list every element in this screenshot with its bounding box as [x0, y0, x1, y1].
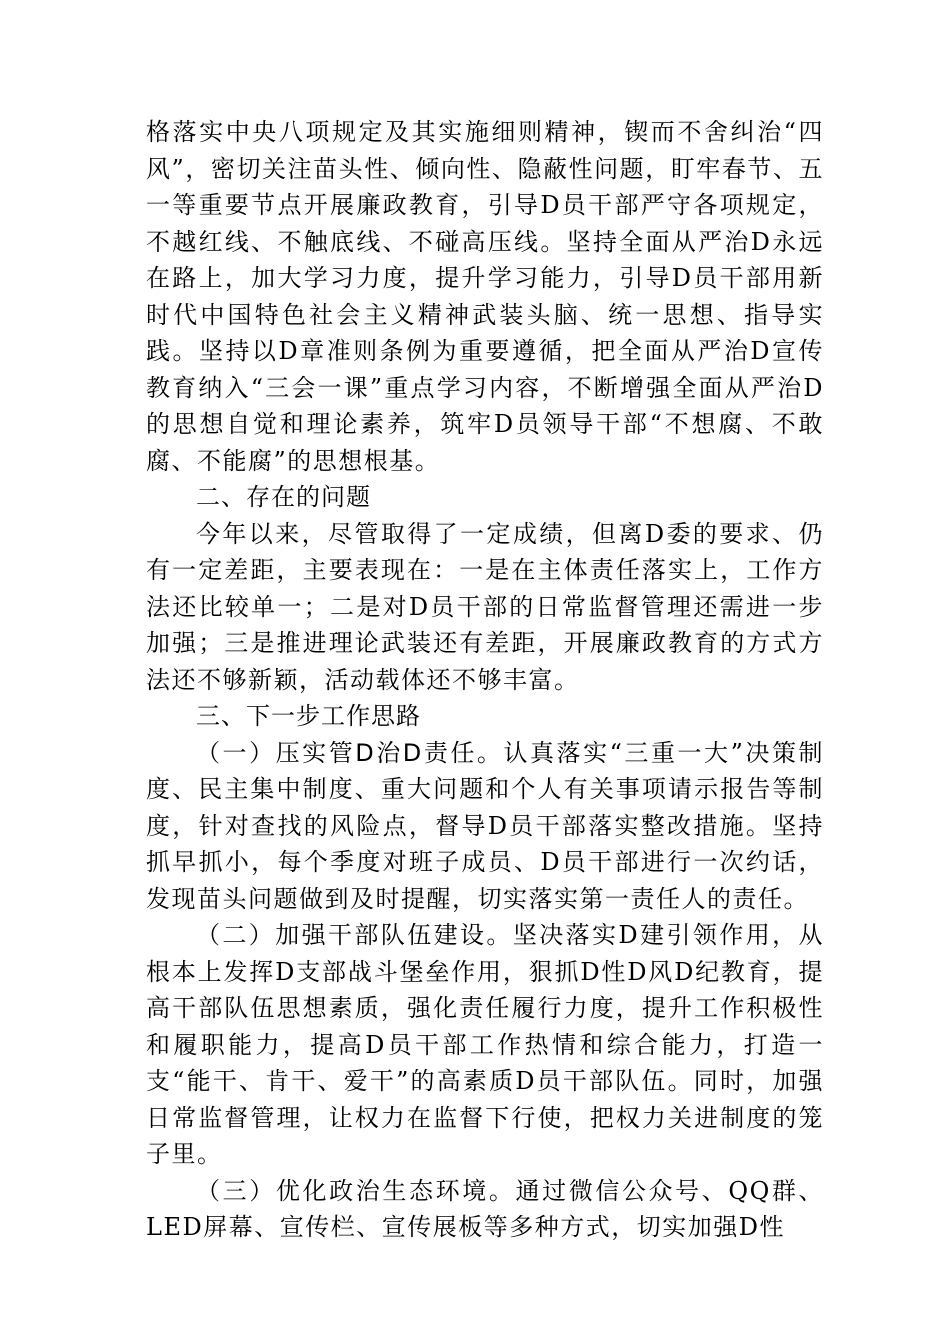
section-3-body: 通过微信公众号、QQ群、LED屏幕、宣传栏、宣传展板等多种方式，切实加强D性	[146, 1176, 825, 1241]
heading-problems: 二、存在的问题	[196, 483, 371, 511]
paragraph-section-2	[146, 917, 824, 1173]
paragraph-problems: 今年以来，尽管取得了一定成绩，但离D委的要求、仍有一定差距，主要表现在：一是在主体责任落实上，工作方法还比较单一；二是对D员干部的日常监督管理还需进一步加强；三是推进理论武装还有差距，开展廉政教育的方式方法还不够新颖，活动载体还不够丰富。	[146, 519, 824, 694]
section-2-body: 坚决落实D建引领作用，从根本上发挥D支部战斗堡垒作用，狠抓D性D风D纪教育，提高干部队伍思想素质，强化责任履行力度，提升工作积极性和履职能力，提高D员干部工作热情和综合能力，打造一支“能干、肯干、爱干”的高素质D员干部队伍。同时，加强日常监督管理，让权力在监督下行使，把权力关进制度的笼子里。	[146, 921, 824, 1168]
paragraph-section-1	[146, 735, 824, 918]
section-2-title: （二）加强干部队伍建设。	[196, 921, 513, 949]
section-1-body: 认真落实“三重一大”决策制度、民主集中制度、重大问题和个人有关事项请示报告等制度，针对查找的风险点，督导D员干部落实整改措施。坚持抓早抓小，每个季度对班子成员、D员干部进行一次约话，发现苗头问题做到及时提醒，切实落实第一责任人的责任。	[146, 738, 824, 913]
section-1-title: （一）压实管D治D责任。	[196, 738, 504, 767]
heading-next-steps: 三、下一步工作思路	[196, 702, 421, 730]
section-3-title: （三）优化政治生态环境。	[196, 1176, 516, 1205]
paragraph-section-3	[146, 1173, 824, 1246]
document-body	[146, 114, 824, 1246]
paragraph-intro-continued: 格落实中央八项规定及其实施细则精神，锲而不舍纠治“四风”，密切关注苗头性、倾向性、隐蔽性问题，盯牢春节、五一等重要节点开展廉政教育，引导D员干部严守各项规定，不越红线、不触底线、不碰高压线。坚持全面从严治D永远在路上，加大学习力度，提升学习能力，引导D员干部用新时代中国特色社会主义精神武装头脑、统一思想、指导实践。坚持以D章准则条例为重要遵循，把全面从严治D宣传教育纳入“三会一课”重点学习内容，不断增强全面从严治D的思想自觉和理论素养，筑牢D员领导干部“不想腐、不敢腐、不能腐”的思想根基。	[146, 118, 824, 475]
